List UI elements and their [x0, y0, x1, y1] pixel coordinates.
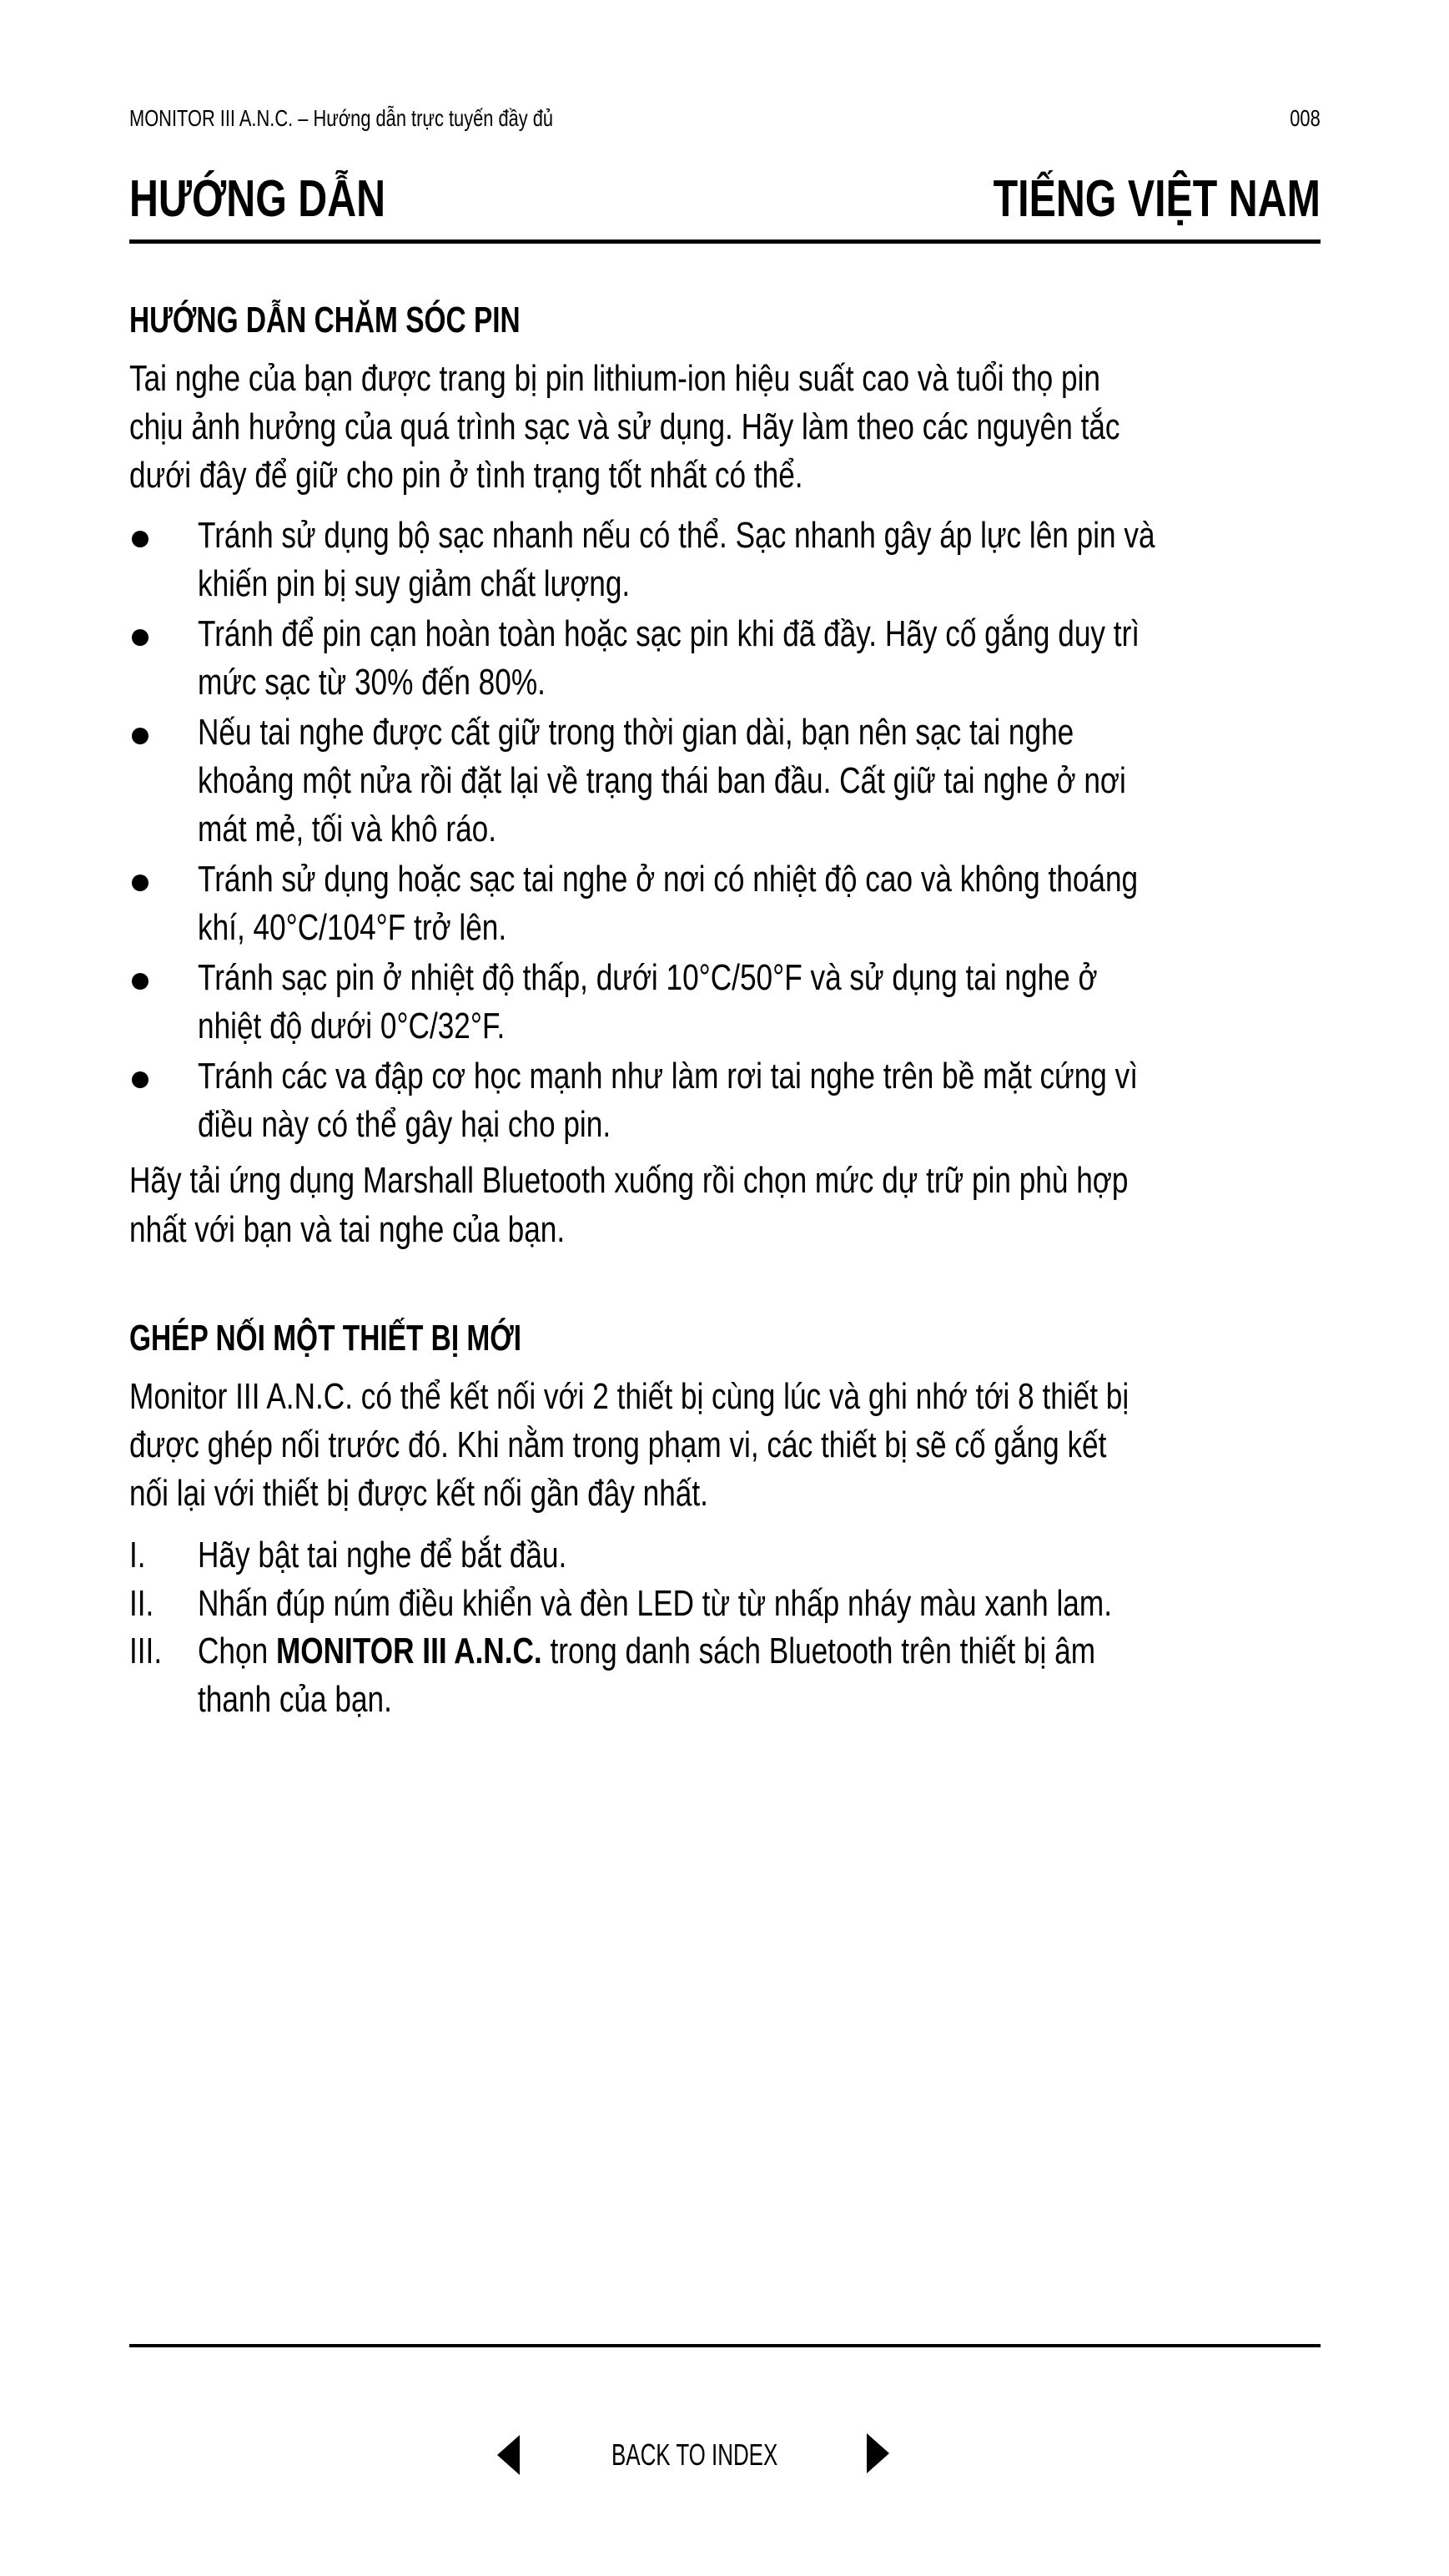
paragraph-line: Monitor III A.N.C. có thể kết nối với 2 thiết bị cùng lúc và ghi nhớ tới 8 thiết bị	[129, 1376, 1130, 1417]
paragraph-line: nối lại với thiết bị được kết nối gần đây nhất.	[129, 1473, 708, 1514]
bullet-item-line: mức sạc từ 30% đến 80%.	[198, 662, 546, 703]
bullet-icon	[132, 629, 148, 646]
paragraph-line: chịu ảnh hưởng của quá trình sạc và sử dụng. Hãy làm theo các nguyên tắc	[129, 406, 1120, 447]
step-marker: I.	[129, 1535, 146, 1575]
bullet-item-line: nhiệt độ dưới 0°C/32°F.	[198, 1006, 506, 1046]
bullet-item-line: Nếu tai nghe được cất giữ trong thời gian dài, bạn nên sạc tai nghe	[198, 712, 1074, 753]
step-marker: III.	[129, 1631, 163, 1671]
step-marker: II.	[129, 1583, 154, 1624]
section-heading-battery-care: HƯỚNG DẪN CHĂM SÓC PIN	[129, 300, 521, 340]
bullet-item-line: Tránh sử dụng bộ sạc nhanh nếu có thể. Sạc nhanh gây áp lực lên pin và	[198, 515, 1155, 556]
product-name: MONITOR III A.N.C.	[275, 1631, 542, 1671]
bullet-item-line: khoảng một nửa rồi đặt lại về trạng thái ban đầu. Cất giữ tai nghe ở nơi	[198, 760, 1126, 801]
bullet-icon	[132, 531, 148, 547]
bullet-icon	[132, 875, 148, 891]
bullet-item-line: khiến pin bị suy giảm chất lượng.	[198, 563, 631, 604]
triangle-right-icon[interactable]	[867, 2433, 889, 2473]
document-title: MONITOR III A.N.C. – Hướng dẫn trực tuyến đầy đủ	[129, 105, 554, 131]
back-to-index-link[interactable]: BACK TO INDEX	[611, 2437, 778, 2472]
bullet-item-line: Tránh sạc pin ở nhiệt độ thấp, dưới 10°C/50°F và sử dụng tai nghe ở	[198, 957, 1098, 998]
bullet-item-line: mát mẻ, tối và khô ráo.	[198, 809, 497, 849]
paragraph-line: dưới đây để giữ cho pin ở tình trạng tốt nhất có thể.	[129, 455, 803, 496]
footer-divider	[129, 2344, 1321, 2347]
paragraph-line: Hãy tải ứng dụng Marshall Bluetooth xuống rồi chọn mức dự trữ pin phù hợp	[129, 1160, 1129, 1201]
step-text: trong danh sách Bluetooth trên thiết bị âm	[541, 1631, 1096, 1671]
step-item-line	[198, 1633, 1095, 1670]
bullet-icon	[132, 973, 148, 990]
page-title: HƯỚNG DẪN	[129, 170, 386, 228]
bullet-item-line: Tránh các va đập cơ học mạnh như làm rơi tai nghe trên bề mặt cứng vì	[198, 1056, 1139, 1096]
bullet-icon	[132, 728, 148, 744]
triangle-left-icon[interactable]	[497, 2435, 520, 2475]
paragraph-line: Tai nghe của bạn được trang bị pin lithium-ion hiệu suất cao và tuổi thọ pin	[129, 358, 1100, 399]
header-divider	[129, 239, 1321, 244]
step-text: Chọn	[198, 1631, 276, 1671]
paragraph-line: được ghép nối trước đó. Khi nằm trong phạm vi, các thiết bị sẽ cố gắng kết	[129, 1424, 1107, 1465]
step-item-line: thanh của bạn.	[198, 1679, 392, 1720]
bullet-item-line: khí, 40°C/104°F trở lên.	[198, 907, 507, 948]
paragraph-line: nhất với bạn và tai nghe của bạn.	[129, 1209, 566, 1250]
bullet-item-line: Tránh sử dụng hoặc sạc tai nghe ở nơi có nhiệt độ cao và không thoáng	[198, 859, 1139, 900]
language-title: TIẾNG VIỆT NAM	[993, 170, 1321, 228]
bullet-item-line: điều này có thể gây hại cho pin.	[198, 1104, 611, 1145]
bullet-icon	[132, 1071, 148, 1088]
bullet-item-line: Tránh để pin cạn hoàn toàn hoặc sạc pin khi đã đầy. Hãy cố gắng duy trì	[198, 613, 1140, 654]
section-heading-pairing: GHÉP NỐI MỘT THIẾT BỊ MỚI	[129, 1318, 522, 1359]
page-number: 008	[1290, 105, 1321, 131]
step-item-line: Hãy bật tai nghe để bắt đầu.	[198, 1535, 567, 1575]
step-item-line: Nhấn đúp núm điều khiển và đèn LED từ từ nhấp nháy màu xanh lam.	[198, 1583, 1112, 1624]
